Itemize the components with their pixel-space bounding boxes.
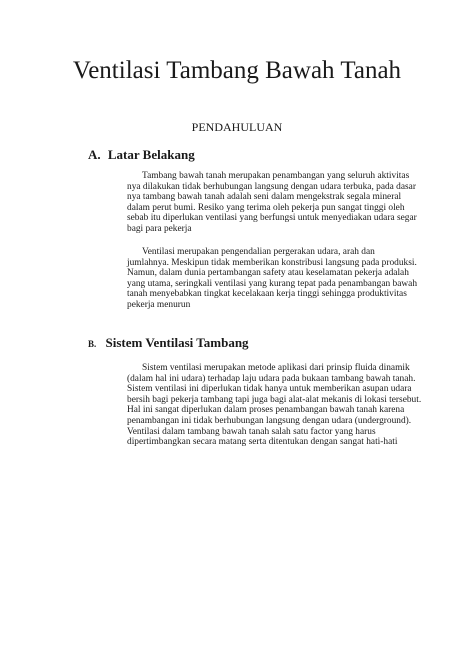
paragraph-line: nya tambang bawah tanah adalah seni dalam mengekstrak segala mineral bbox=[127, 192, 402, 203]
paragraph-line: yang utama, seringkali ventilasi yang kurang tepat pada penambangan bawah bbox=[127, 278, 418, 289]
paragraph-line: bagi para pekerja bbox=[127, 223, 192, 234]
paragraph-line: dipertimbangkan secara matang serta ditentukan dengan sangat hati-hati bbox=[127, 437, 398, 448]
subsection-number: B. bbox=[88, 339, 97, 349]
subsection-heading-latar-belakang bbox=[88, 147, 195, 163]
paragraph-line: penambangan ini tidak berhubungan langsung dengan udara (underground). bbox=[127, 415, 412, 426]
paragraph-line: (dalam hal ini udara) terhadap laju udara pada bukaan tambang bawah tanah. bbox=[127, 373, 416, 384]
paragraph-line: nya dilakukan tidak berhubungan langsung dengan udara terbuka, pada dasar bbox=[127, 181, 416, 192]
paragraph-line: sebab itu diperlukan ventilasi yang berfungsi untuk menyediakan udara segar bbox=[127, 213, 417, 224]
paragraph-line: tanah menyebabkan tingkat kecelakaan kerja tinggi sehingga produktivitas bbox=[127, 289, 407, 300]
document-title: Ventilasi Tambang Bawah Tanah bbox=[72, 57, 402, 84]
paragraph-latar-belakang-2 bbox=[127, 247, 418, 311]
paragraph-line: Hal ini sangat diperlukan dalam proses penambangan bawah tanah karena bbox=[127, 405, 405, 416]
paragraph-latar-belakang-1 bbox=[127, 171, 417, 235]
subsection-title: Sistem Ventilasi Tambang bbox=[105, 335, 249, 350]
paragraph-line: dalam perut bumi. Resiko yang terima oleh pekerja pun sangat tinggi oleh bbox=[127, 202, 405, 213]
subsection-title: Latar Belakang bbox=[107, 147, 195, 162]
paragraph-line: pekerja menurun bbox=[127, 299, 191, 310]
paragraph-line: Namun, dalam dunia pertambangan safety atau keselamatan pekerja adalah bbox=[127, 268, 409, 279]
paragraph-sistem-ventilasi-1 bbox=[127, 363, 422, 448]
paragraph-line: Sistem ventilasi merupakan metode aplikasi dari prinsip fluida dinamik bbox=[142, 363, 410, 373]
paragraph-line: Sistem ventilasi ini diperlukan tidak hanya untuk memberikan asupan udara bbox=[127, 384, 412, 395]
subsection-number: A. bbox=[88, 147, 101, 162]
subsection-heading-sistem-ventilasi bbox=[88, 335, 249, 352]
section-heading: PENDAHULUAN bbox=[191, 120, 283, 134]
paragraph-line: bersih bagi pekerja tambang tapi juga bagi alat-alat mekanis di lokasi tersebut. bbox=[127, 394, 422, 405]
paragraph-line: Tambang bawah tanah merupakan penambangan yang seluruh aktivitas bbox=[142, 171, 410, 181]
paragraph-line: Ventilasi dalam tambang bawah tanah salah satu factor yang harus bbox=[127, 426, 376, 437]
paragraph-line: jumlahnya. Meskipun tidak memberikan konstribusi langsung pada produksi. bbox=[127, 257, 417, 268]
paragraph-line: Ventilasi merupakan pengendalian pergerakan udara, arah dan bbox=[142, 247, 375, 257]
